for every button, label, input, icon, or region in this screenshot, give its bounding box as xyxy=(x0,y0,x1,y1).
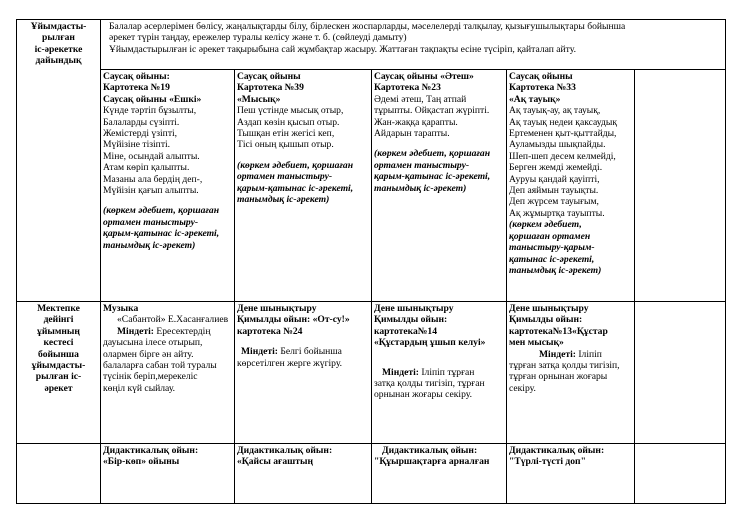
note-line: (көркем әдебиет, қоршаған xyxy=(103,205,220,217)
activity-heading: Дене шынықтыру xyxy=(509,303,589,314)
poem-line: тұрыпты. Ойқастап жүріпті. xyxy=(374,105,490,117)
activity-heading: Қимылды ойын: «От-су!» xyxy=(237,314,350,326)
activity-heading: картотека№14 xyxy=(374,325,438,337)
note-line: танымдық іс-әрекет) xyxy=(374,182,467,194)
didactic-title: «Бір-көп» ойыны xyxy=(103,456,180,468)
poem-line: Деп аяймын тауықты. xyxy=(509,185,599,197)
poem-line: Ақ тауық-ау, ақ тауық, xyxy=(509,105,601,117)
row-finger-games xyxy=(17,70,726,302)
poem-line: Әдемі әтеш, Таң атпай xyxy=(374,93,467,105)
note-line: ортамен таныстыру- xyxy=(374,159,470,171)
activity-heading: Дене шынықтыру xyxy=(237,303,317,314)
game-heading: Саусақ ойыны xyxy=(237,71,301,82)
label-line: Мектепке xyxy=(37,303,80,314)
poem-line: Шеп-шеп десем келмейді, xyxy=(509,150,616,162)
game-heading: Картотека №33 xyxy=(509,82,576,94)
activity-pe-birds xyxy=(372,302,507,444)
task-label: Міндеті: xyxy=(117,325,154,337)
game-heading: Картотека №39 xyxy=(237,82,304,94)
task-line: тұрған орнынан жоғары xyxy=(509,371,608,383)
poem-line: Тісі оның қышып отыр. xyxy=(237,139,334,151)
label-line: іс-әрекетке xyxy=(34,43,83,55)
poem-line: Ауруы қандай қауіпті, xyxy=(509,173,600,185)
game-heading: Саусақ ойыны «Ешкі» xyxy=(103,93,202,105)
label-line: бойынша xyxy=(38,348,79,360)
poem-line: Пеш үстінде мысық отыр, xyxy=(237,105,344,117)
activity-heading: картотека№13«Құстар xyxy=(509,325,608,337)
note-line: (көркем әдебиет, xyxy=(509,219,582,231)
note-line: ортамен таныстыру- xyxy=(237,171,333,183)
finger-game-rooster xyxy=(372,70,507,302)
row-label-organized-activity xyxy=(17,302,101,444)
didactic-title: "Құыршақтарға арналған xyxy=(374,456,490,468)
empty-cell xyxy=(635,302,726,444)
didactic-title: "Түрлі-түсті доп" xyxy=(509,456,586,468)
didactic-one-many xyxy=(101,444,235,504)
finger-game-cat xyxy=(235,70,372,302)
game-heading: Картотека №23 xyxy=(374,82,441,94)
task-label: Міндеті: xyxy=(539,348,576,360)
game-heading: Саусақ ойыны xyxy=(509,71,573,82)
activity-heading: «Құстардың ұшып келуі» xyxy=(374,337,486,349)
label-line: ұйымдасты- xyxy=(31,360,86,372)
note-line: танымдық іс-әрекет) xyxy=(237,194,330,206)
poem-line: Жемістерді үзіпті, xyxy=(103,128,178,140)
row-organized-activity xyxy=(17,302,726,444)
note-line: ортамен таныстыру- xyxy=(103,216,199,228)
activity-heading: Қимылды ойын: xyxy=(374,314,448,326)
poem-line: Күнде тәртіп бұзылты, xyxy=(103,105,197,117)
poem-line: Аздап көзін қысып отыр. xyxy=(237,116,340,128)
note-line: танымдық іс-әрекет) xyxy=(103,239,196,251)
didactic-heading: Дидактикалық ойын: xyxy=(509,445,605,456)
intro-cell xyxy=(101,20,726,70)
poem-line: Ақ жұмыртқа тауыпты. xyxy=(509,207,605,219)
didactic-colored-ball xyxy=(507,444,635,504)
finger-game-ewe xyxy=(101,70,235,302)
empty-cell xyxy=(635,444,726,504)
didactic-heading: Дидактикалық ойын: xyxy=(103,445,199,456)
activity-heading: картотека №24 xyxy=(237,325,303,337)
game-heading: Картотека №19 xyxy=(103,82,170,94)
poem-line: Тышқан етін жегісі кеп, xyxy=(237,128,335,140)
task-line: орнынан жоғары секіру. xyxy=(374,389,472,401)
intro-line: Балалар әсерлерімен бөлісу, жаңалықтарды білу, бірлескен жоспарларды, мәселелерді талқылау, қызығушылықтары бойынша xyxy=(109,21,626,32)
game-heading: Саусақ ойыны: xyxy=(103,71,170,82)
label-line: кестесі xyxy=(43,337,74,349)
empty-cell xyxy=(635,70,726,302)
task-line: көрсетілген жерге жүгіру. xyxy=(237,357,343,369)
note-line: (көркем әдебиет, қоршаған xyxy=(374,148,491,160)
note-line: таныстыру-қарым- xyxy=(509,242,595,254)
label-line: рылған іс- xyxy=(35,371,82,383)
note-line: танымдық іс-әрекет) xyxy=(509,264,602,276)
task-line: затқа қолды тигізіп, тұрған xyxy=(374,378,485,390)
poem-line: Мүйізін қағып алыпты. xyxy=(103,185,199,197)
activity-pe-birds-cat xyxy=(507,302,635,444)
activity-heading: мен мысық» xyxy=(509,337,564,349)
poem-line: Міне, осындай алыпты. xyxy=(103,150,200,162)
label-line: дейінгі xyxy=(43,314,74,326)
task-line: көңіл күй сыйлау. xyxy=(103,382,176,394)
didactic-dolls xyxy=(372,444,507,504)
didactic-which-tree xyxy=(235,444,372,504)
label-line: ұйымның xyxy=(37,325,80,337)
task-line: балаларға сабан той туралы xyxy=(103,360,217,372)
poem-line: Балаларды сүзіпті. xyxy=(103,116,180,128)
poem-line: Берген жемді жемейді. xyxy=(509,162,603,174)
game-heading: «Мысық» xyxy=(237,93,281,105)
poem-line: Жан-жаққа қарапты. xyxy=(374,116,458,128)
task-text: Іліпіп xyxy=(575,348,602,360)
intro-line: әрекет түрін таңдау, ережелер туралы келісу және т. б. (сөйлеуді дамыту) xyxy=(109,32,407,44)
empty-label-cell xyxy=(17,444,101,504)
label-line: Ұйымдасты- xyxy=(30,21,87,32)
poem-line: Деп жүрсем тауығым, xyxy=(509,196,599,208)
note-line: (көркем әдебиет, қоршаған xyxy=(237,159,354,171)
poem-line: Ақ тауық недеи қаксаудық xyxy=(509,116,617,128)
task-text: Ересектердің xyxy=(153,325,211,337)
intro-line: Ұйымдастырылған іс әрекет тақырыбына сай жұмбақтар жасыру. Жаттаған тақпақты есіне түсіріп, қайталап айту. xyxy=(109,43,576,55)
task-text: Іліпіп тұрған xyxy=(418,366,475,378)
activity-line: «Сабантой» Е.Хасанғалиев xyxy=(117,314,229,326)
task-label: Міндеті: xyxy=(382,366,419,378)
poem-line: Айдарын тарапты. xyxy=(374,128,450,140)
row-didactic-games xyxy=(17,444,726,504)
activity-heading: Қимылды ойын: xyxy=(509,314,583,326)
finger-game-white-hen xyxy=(507,70,635,302)
task-line: тұрған затқа қолды тигізіп, xyxy=(509,360,620,372)
task-line: секіру. xyxy=(509,382,536,394)
poem-line: Атам көріп қалыпты. xyxy=(103,162,190,174)
task-line: дауысына ілесе отырып, xyxy=(103,337,203,349)
didactic-heading: Дидактикалық ойын: xyxy=(237,445,333,456)
schedule-table xyxy=(16,19,726,504)
poem-line: Ауламызды шықпайды. xyxy=(509,139,606,151)
note-line: қоршаған ортамен xyxy=(509,230,591,242)
activity-heading: Дене шынықтыру xyxy=(374,303,454,314)
poem-line: Мазаны ала бердің деп-, xyxy=(103,173,203,185)
activity-music xyxy=(101,302,235,444)
game-heading: «Ақ тауық» xyxy=(509,93,561,105)
task-line: олармен бірге ән айту. xyxy=(103,348,194,360)
poem-line: Мүйізіне тізіпті. xyxy=(103,139,171,151)
note-line: қарым-қатынас іс-әрекеті, xyxy=(237,182,354,194)
note-line: қарым-қатынас іс-әрекеті, xyxy=(103,228,220,240)
note-line: қатынас іс-әрекеті, xyxy=(509,253,595,265)
activity-heading: Музыка xyxy=(103,303,139,314)
label-line: әрекет xyxy=(44,382,73,394)
row-label-preparation xyxy=(17,20,101,302)
note-line: қарым-қатынас іс-әрекеті, xyxy=(374,171,491,183)
didactic-title: «Қайсы ағаштың xyxy=(237,456,314,468)
didactic-heading: Дидактикалық ойын: xyxy=(382,445,478,456)
label-line: рылған xyxy=(42,32,75,44)
activity-pe-fire-water xyxy=(235,302,372,444)
poem-line: Ертеменен қыт-қыттайды, xyxy=(509,128,617,140)
task-label: Міндеті: xyxy=(241,346,278,358)
task-text: Белгі бойынша xyxy=(277,346,342,358)
row-preparation-intro xyxy=(17,20,726,70)
task-line: түсінік беріп,мерекеліс xyxy=(103,371,198,383)
game-heading: Саусақ ойыны «Әтеш» xyxy=(374,71,474,82)
label-line: дайындық xyxy=(35,55,82,67)
